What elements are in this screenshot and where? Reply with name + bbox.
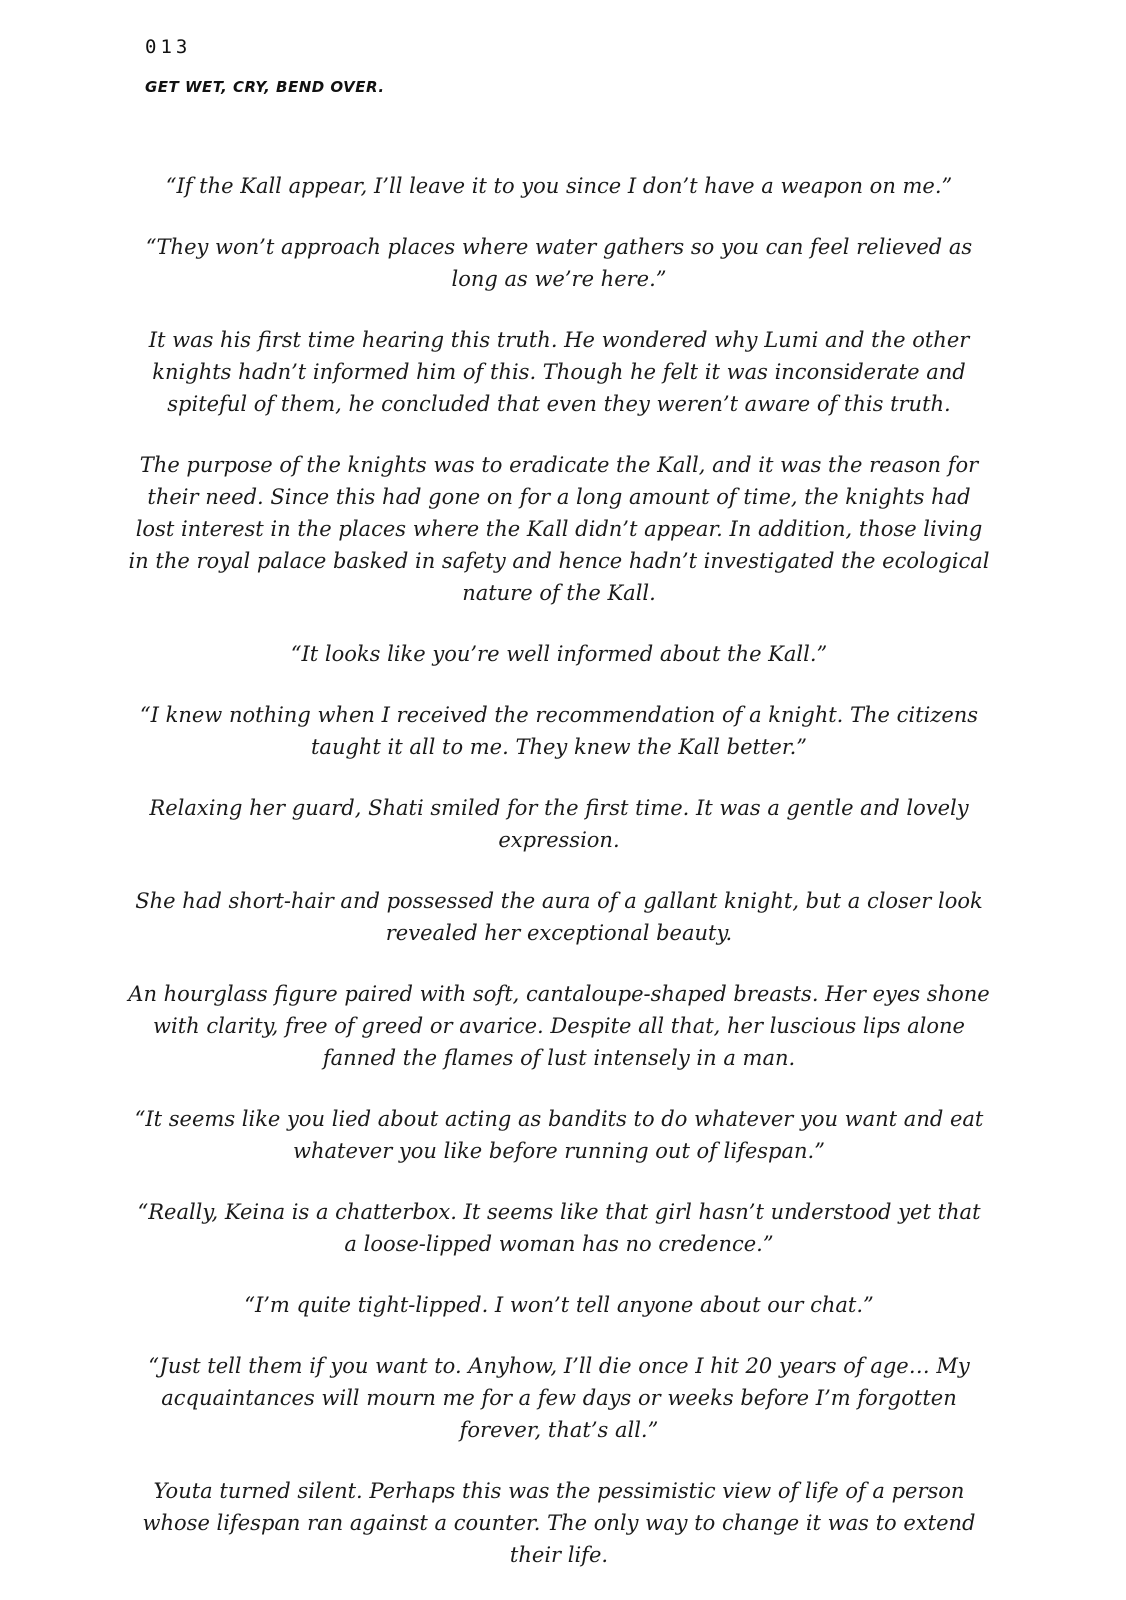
paragraph: The purpose of the knights was to eradicate the Kall, and it was the reason for their need. Since this had gone on for a long amount of time, the knights had lost interest in the places where the Kall didn’t appear. In addition, those living in the royal palace basked in safety and hence hadn’t investigated the ecological nature of the Kall. bbox=[128, 453, 990, 605]
paragraph: Youta turned silent. Perhaps this was the pessimistic view of life of a person whose lifespan ran against a counter. The only way to change it was to extend their life. bbox=[142, 1479, 976, 1567]
paragraph: Relaxing her guard, Shati smiled for the first time. It was a gentle and lovely expression. bbox=[149, 796, 969, 852]
paragraph: “It seems like you lied about acting as bandits to do whatever you want and eat whatever you like before running out of lifespan.” bbox=[134, 1107, 984, 1163]
paragraph: “If the Kall appear, I’ll leave it to you since I don’t have a weapon on me.” bbox=[165, 174, 953, 198]
paragraph: “They won’t approach places where water gathers so you can feel relieved as long as we’re here.” bbox=[145, 235, 973, 291]
chapter-title: GET WET, CRY, BEND OVER. bbox=[145, 78, 385, 96]
page-number: 013 bbox=[145, 36, 192, 58]
paragraph: An hourglass figure paired with soft, cantaloupe-shaped breasts. Her eyes shone with clarity, free of greed or avarice. Despite all that, her luscious lips alone fanned the flames of lust intensely in a man. bbox=[128, 982, 990, 1070]
body-text bbox=[128, 170, 990, 1600]
paragraph: “Just tell them if you want to. Anyhow, I’ll die once I hit 20 years of age… My acquaintances will mourn me for a few days or weeks before I’m forgotten forever, that’s all.” bbox=[148, 1354, 970, 1442]
paragraph: “Really, Keina is a chatterbox. It seems like that girl hasn’t understood yet that a loose-lipped woman has no credence.” bbox=[137, 1200, 981, 1256]
paragraph: She had short-hair and possessed the aura of a gallant knight, but a closer look revealed her exceptional beauty. bbox=[135, 889, 983, 945]
paragraph: “I’m quite tight-lipped. I won’t tell anyone about our chat.” bbox=[244, 1293, 874, 1317]
paragraph: It was his first time hearing this truth. He wondered why Lumi and the other knights hadn’t informed him of this. Though he felt it was inconsiderate and spiteful of them, he concluded that even they weren’t aware of this truth. bbox=[148, 328, 970, 416]
paragraph: “It looks like you’re well informed about the Kall.” bbox=[290, 642, 828, 666]
paragraph: “I knew nothing when I received the recommendation of a knight. The citizens taught it all to me. They knew the Kall better.” bbox=[139, 703, 979, 759]
